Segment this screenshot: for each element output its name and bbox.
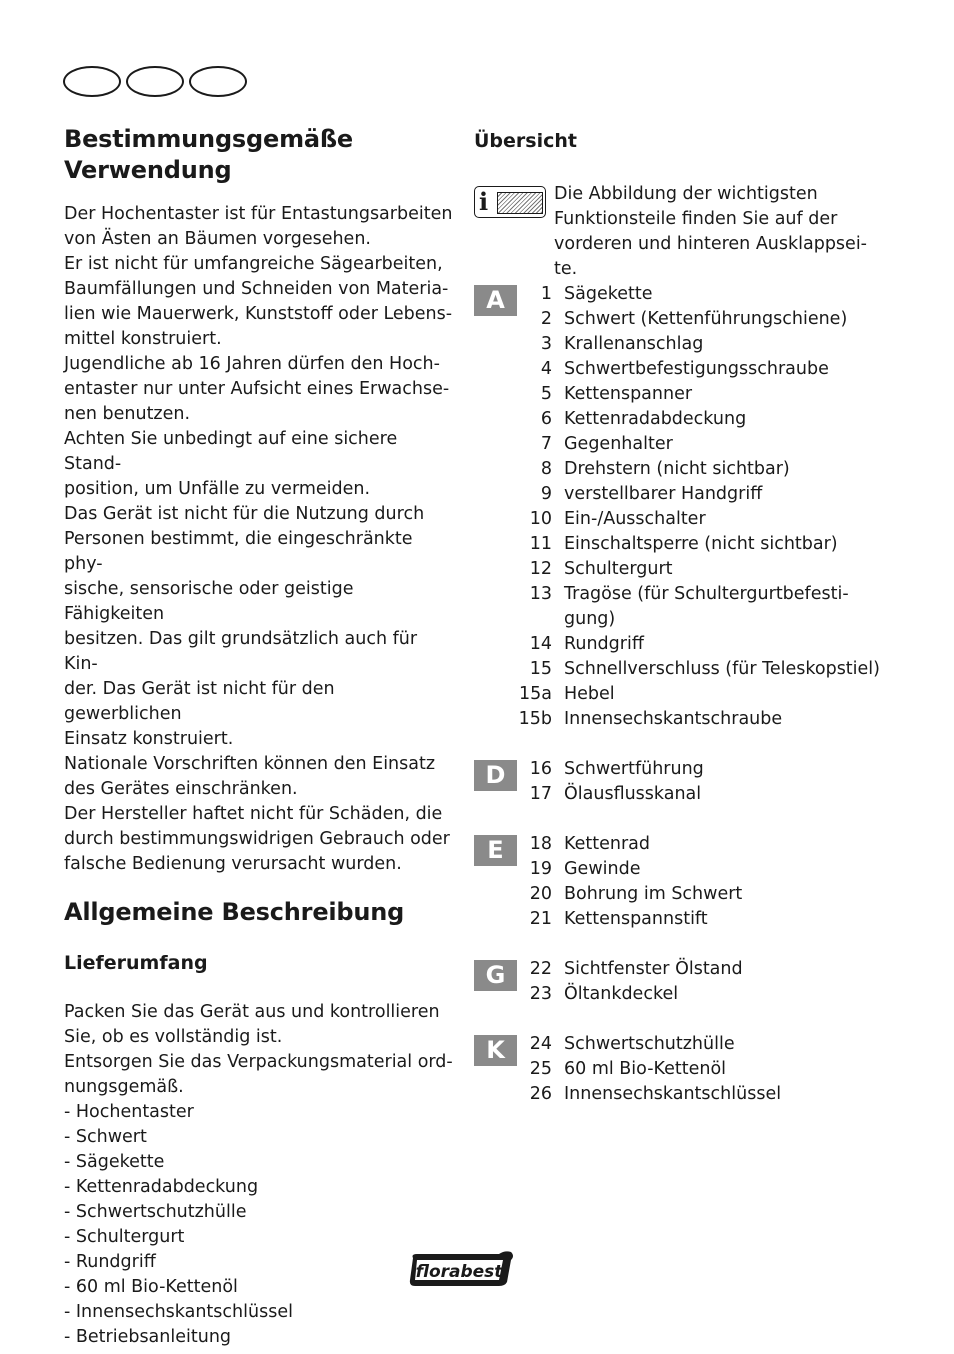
part-name: verstellbarer Handgriff xyxy=(564,484,763,504)
parts-group xyxy=(474,957,894,1007)
delivery-item: - Schwert xyxy=(64,1127,147,1147)
section-title-intended-use xyxy=(64,124,454,186)
figure-letter-badge: E xyxy=(474,835,517,866)
part-number: 6 xyxy=(540,409,552,429)
part-name: Innensechskantschlüssel xyxy=(564,1084,782,1104)
part-name: Ein-/Ausschalter xyxy=(564,509,706,529)
delivery-item: - Sägekette xyxy=(64,1152,165,1172)
part-number: 17 xyxy=(529,784,552,804)
language-oval xyxy=(126,66,184,97)
part-name: Schwertführung xyxy=(564,759,704,779)
parts-item xyxy=(514,457,894,482)
part-name: Kettenradabdeckung xyxy=(564,409,747,429)
part-number: 11 xyxy=(529,534,552,554)
part-number: 15 xyxy=(529,659,552,679)
part-name: Kettenspanner xyxy=(564,384,693,404)
parts-item xyxy=(514,907,894,932)
parts-item xyxy=(514,382,894,407)
parts-item xyxy=(514,657,894,682)
figure-letter-badge: D xyxy=(474,760,517,791)
delivery-item: - Kettenradabdeckung xyxy=(64,1177,259,1197)
language-ovals xyxy=(63,66,252,97)
parts-item xyxy=(514,882,894,907)
logo-text: florabest xyxy=(415,1262,503,1282)
part-number: 26 xyxy=(529,1084,552,1104)
part-name: Sägekette xyxy=(564,284,653,304)
part-number: 19 xyxy=(529,859,552,879)
part-name: Kettenspannstift xyxy=(564,909,708,929)
overview-title: Übersicht xyxy=(474,130,577,152)
part-name: Gewinde xyxy=(564,859,641,879)
part-number: 12 xyxy=(529,559,552,579)
part-number: 13 xyxy=(529,584,552,604)
delivery-item: - Betriebsanleitung xyxy=(64,1327,232,1347)
delivery-item: - Hochentaster xyxy=(64,1102,194,1122)
part-number: 7 xyxy=(540,434,552,454)
part-number: 24 xyxy=(529,1034,552,1054)
parts-item xyxy=(514,707,894,732)
part-number: 15b xyxy=(518,709,552,729)
delivery-item: - Rundgriff xyxy=(64,1252,156,1272)
part-number: 23 xyxy=(529,984,552,1004)
part-name: Schwert (Kettenführungschiene) xyxy=(564,309,848,329)
parts-item xyxy=(514,1057,894,1082)
part-name: Innensechskantschraube xyxy=(564,709,783,729)
part-name: Schultergurt xyxy=(564,559,673,579)
part-number: 8 xyxy=(540,459,552,479)
florabest-logo xyxy=(407,1250,517,1288)
part-number: 20 xyxy=(529,884,552,904)
parts-item xyxy=(514,357,894,382)
parts-item xyxy=(514,632,894,657)
parts-group xyxy=(474,282,894,732)
language-oval xyxy=(189,66,247,97)
delivery-item: - Innensechskantschlüssel xyxy=(64,1302,293,1322)
part-number: 5 xyxy=(540,384,552,404)
parts-item xyxy=(514,282,894,307)
part-number: 22 xyxy=(529,959,552,979)
figure-letter-badge: A xyxy=(474,285,517,316)
parts-item xyxy=(514,332,894,357)
info-book-icon: i xyxy=(474,186,546,218)
parts-item xyxy=(514,782,894,807)
scope-of-delivery-text: Packen Sie das Gerät aus und kontrollieren Sie, ob es vollständig ist. Entsorgen Sie das Verpackungsmaterial ord- nungsgemäß. xyxy=(64,1002,453,1097)
part-name: Sichtfenster Ölstand xyxy=(564,959,743,979)
parts-item xyxy=(514,307,894,332)
parts-item xyxy=(514,757,894,782)
part-name: Rundgriff xyxy=(564,634,644,654)
delivery-item: - Schultergurt xyxy=(64,1227,185,1247)
part-number: 10 xyxy=(529,509,552,529)
part-number: 2 xyxy=(540,309,552,329)
parts-item xyxy=(514,1082,894,1107)
parts-item xyxy=(514,482,894,507)
language-oval xyxy=(63,66,121,97)
part-number: 9 xyxy=(540,484,552,504)
section-title-general-description: Allgemeine Beschreibung xyxy=(64,898,405,926)
part-name: Schwertschutzhülle xyxy=(564,1034,735,1054)
parts-item xyxy=(514,682,894,707)
parts-item xyxy=(514,507,894,532)
title-line: Bestimmungsgemäße xyxy=(64,125,354,153)
parts-item xyxy=(514,857,894,882)
parts-item xyxy=(514,432,894,457)
parts-group xyxy=(474,832,894,932)
parts-item xyxy=(514,957,894,982)
figure-letter-badge: K xyxy=(474,1035,517,1066)
info-note xyxy=(474,182,894,282)
part-number: 21 xyxy=(529,909,552,929)
part-name: Bohrung im Schwert xyxy=(564,884,743,904)
parts-item xyxy=(514,407,894,432)
delivery-item: - 60 ml Bio-Kettenöl xyxy=(64,1277,238,1297)
scope-of-delivery-list xyxy=(64,1100,454,1350)
part-number: 3 xyxy=(540,334,552,354)
part-name: Gegenhalter xyxy=(564,434,673,454)
part-number: 1 xyxy=(540,284,552,304)
parts-item xyxy=(514,557,894,582)
title-line: Verwendung xyxy=(64,156,232,184)
right-column xyxy=(474,128,894,1132)
part-name: Schnellverschluss (für Teleskopstiel) xyxy=(564,659,880,679)
part-name: Öltankdeckel xyxy=(564,984,679,1004)
part-name: Krallenanschlag xyxy=(564,334,704,354)
part-name: Schwertbefestigungsschraube xyxy=(564,359,829,379)
part-name: Einschaltsperre (nicht sichtbar) xyxy=(564,534,838,554)
left-column xyxy=(64,124,454,1350)
part-number: 14 xyxy=(529,634,552,654)
parts-group xyxy=(474,757,894,807)
info-text: Die Abbildung der wichtigsten Funktionsteile finden Sie auf der vorderen und hinteren Ausklappsei- te. xyxy=(554,184,867,279)
parts-item xyxy=(514,982,894,1007)
part-name: Tragöse (für Schultergurtbefesti- gung) xyxy=(564,584,849,629)
parts-item xyxy=(514,1032,894,1057)
figure-letter-badge: G xyxy=(474,960,517,991)
part-number: 15a xyxy=(519,684,552,704)
part-number: 18 xyxy=(529,834,552,854)
part-name: Drehstern (nicht sichtbar) xyxy=(564,459,790,479)
parts-group xyxy=(474,1032,894,1107)
parts-item xyxy=(514,532,894,557)
part-name: Ölausflusskanal xyxy=(564,784,702,804)
parts-item xyxy=(514,832,894,857)
part-number: 25 xyxy=(529,1059,552,1079)
parts-overview xyxy=(474,282,894,1107)
part-name: Kettenrad xyxy=(564,834,650,854)
subsection-title-scope-of-delivery: Lieferumfang xyxy=(64,952,208,974)
part-number: 16 xyxy=(529,759,552,779)
part-name: Hebel xyxy=(564,684,615,704)
part-number: 4 xyxy=(540,359,552,379)
intended-use-text: Der Hochentaster ist für Entastungsarbeiten von Ästen an Bäumen vorgesehen. Er ist nicht für umfangreiche Sägearbeiten, Baumfällungen und Schneiden von Materia- lien wie Mauerwerk, Kunststoff oder Lebens- mittel konstruiert. Jugendliche ab 16 Jahren dürfen den Hoch- entaster nur unter Aufsicht eines Erwachse- nen benutzen. Achten Sie unbedingt auf eine sichere Stand- position, um Unfälle zu vermeiden. Das Gerät ist nicht für die Nutzung durch Personen bestimmt, die eingeschränkte phy- sische, sensorische oder geistige Fähigkeiten besitzen. Das gilt grundsätzlich auch für Kin- der. Das Gerät ist nicht für den gewerblichen Einsatz konstruiert. Nationale Vorschriften können den Einsatz des Gerätes einschränken. Der Hersteller haftet nicht für Schäden, die durch bestimmungswidrigen Gebrauch oder falsche Bedienung verursacht wurden. xyxy=(64,204,453,874)
parts-item xyxy=(514,582,894,632)
delivery-item: - Schwertschutzhülle xyxy=(64,1202,247,1222)
part-name: 60 ml Bio-Kettenöl xyxy=(564,1059,727,1079)
